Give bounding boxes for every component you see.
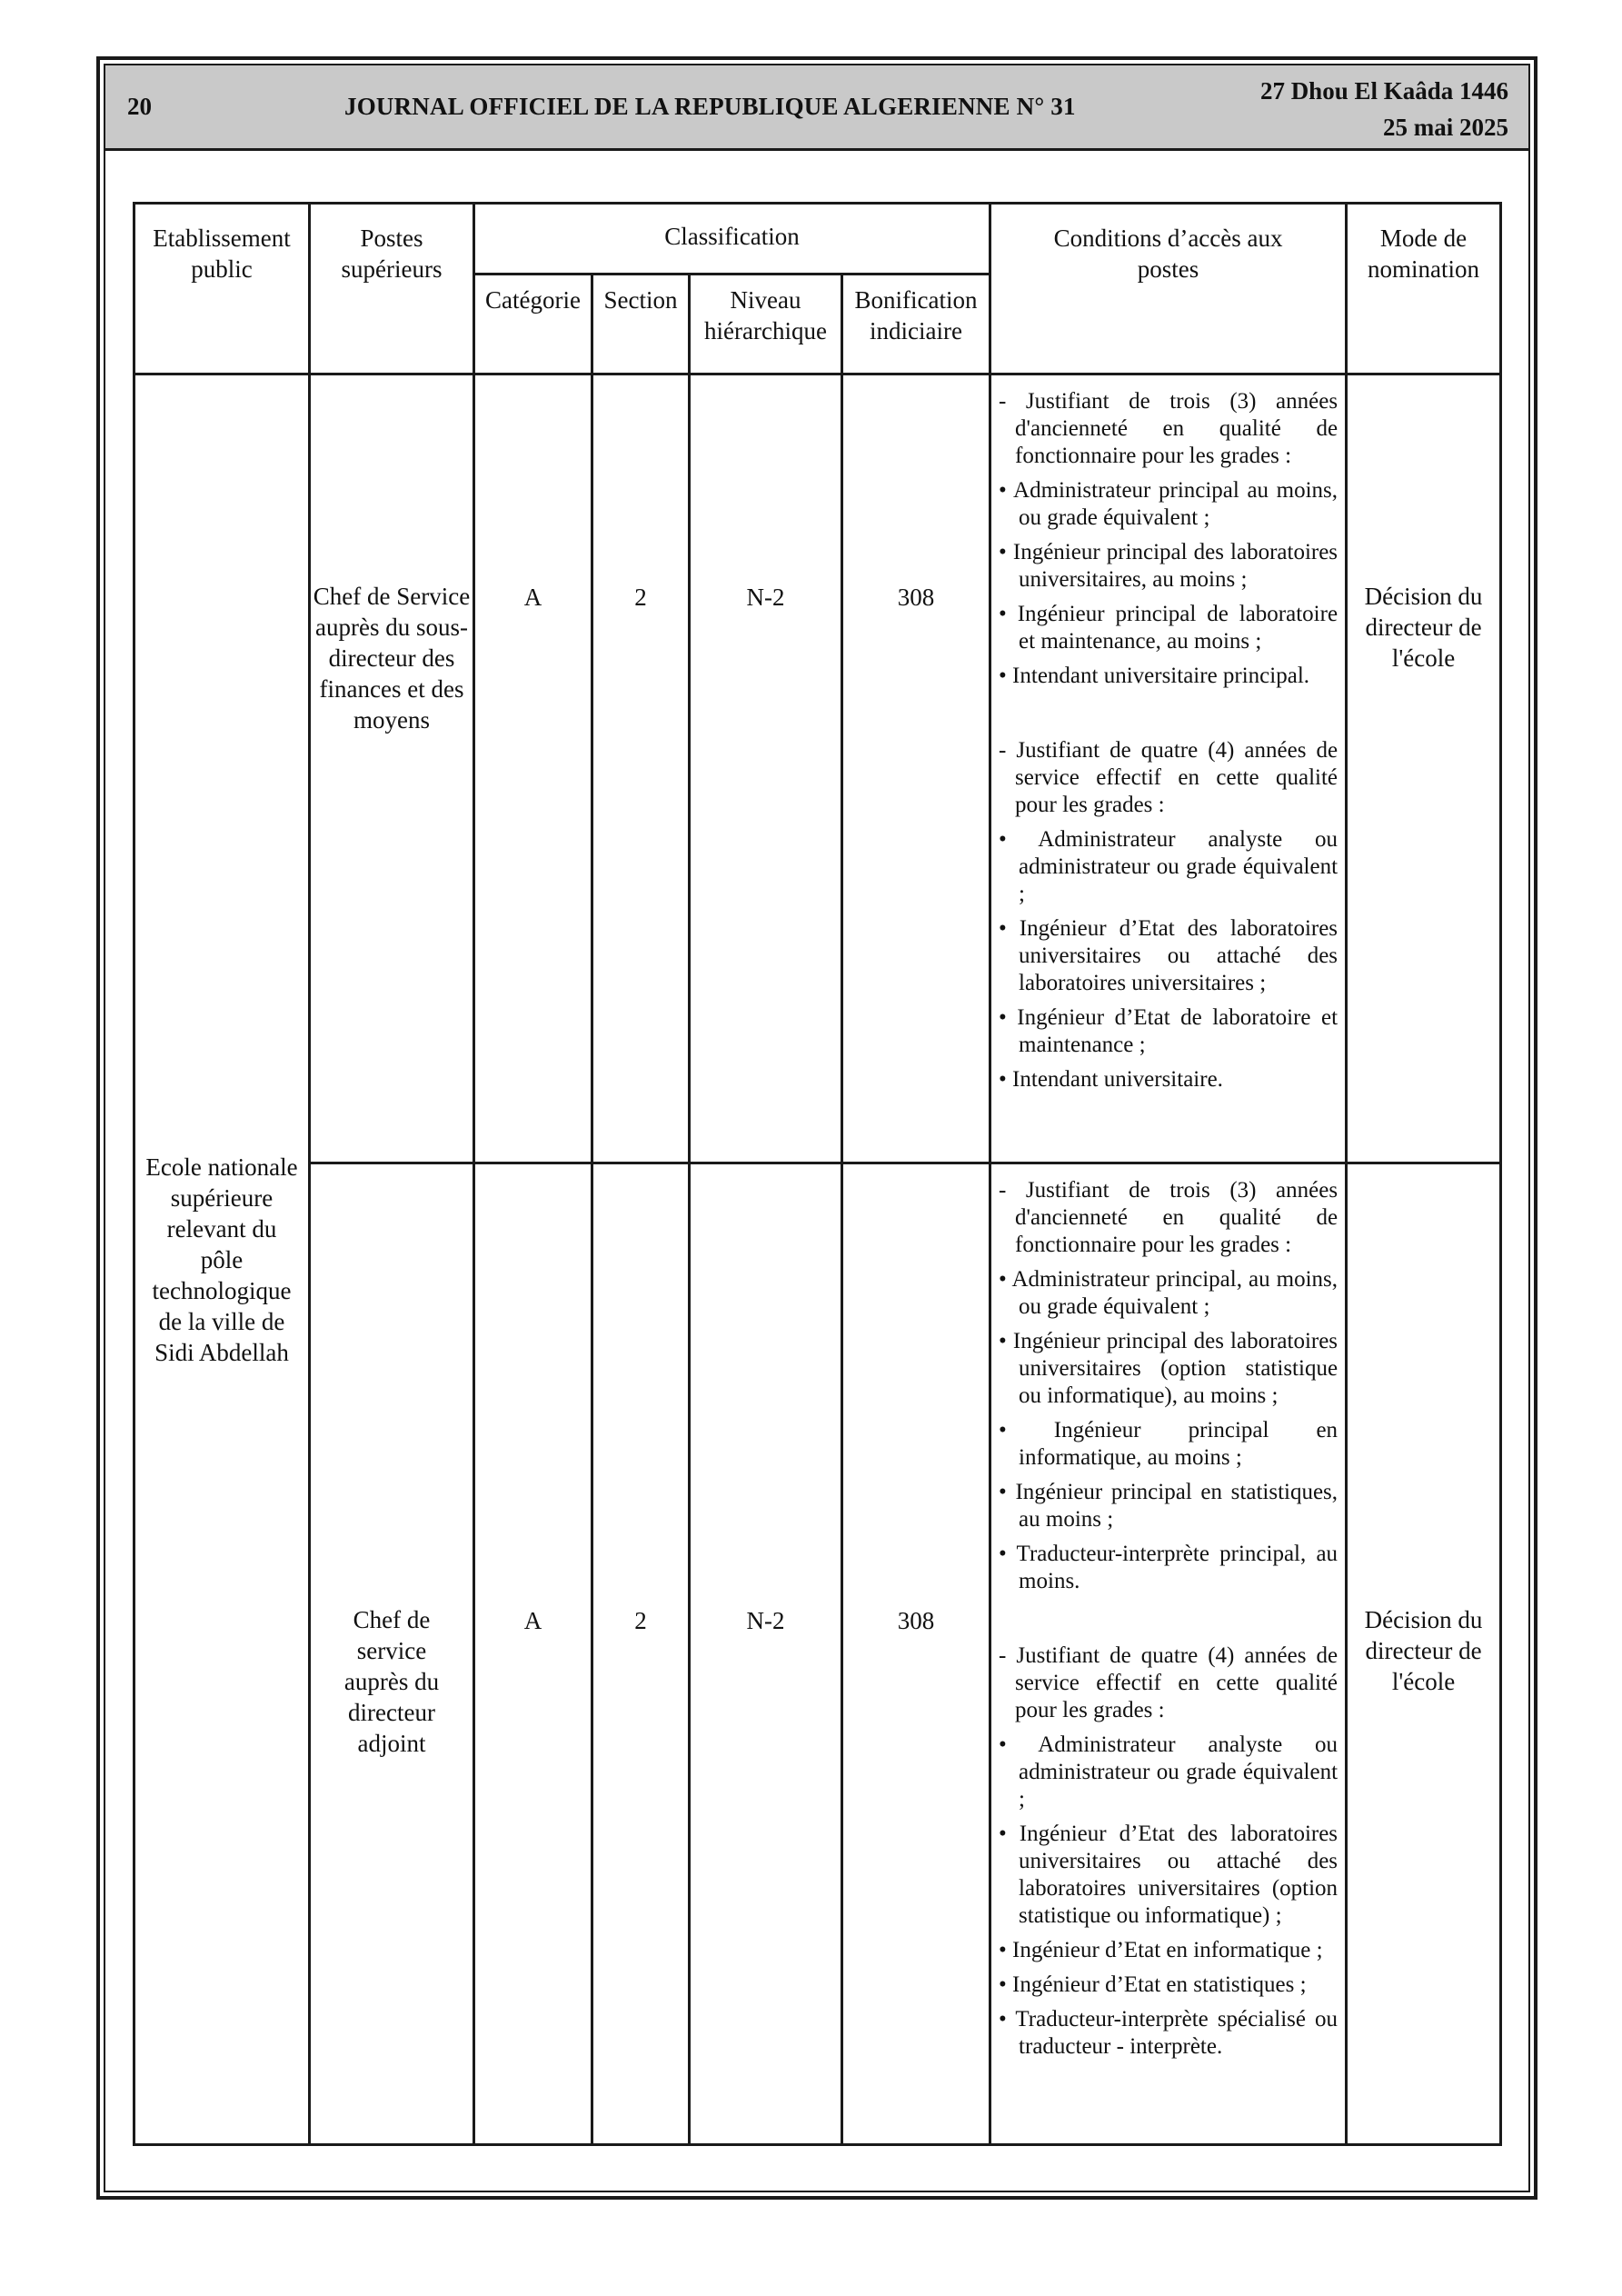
condition-item: • Intendant universitaire. [999,1067,1223,1092]
conditions-cell [990,374,1347,1163]
header-niveau [690,275,842,374]
header-niveau-text: Niveau hiérarchique [704,286,827,344]
condition-item: • Ingénieur principal de laboratoire et maintenance, au moins ; [999,602,1338,654]
journal-title: JOURNAL OFFICIEL DE LA REPUBLIQUE ALGERIENNE N° 31 [344,93,1076,120]
header-etablissement-text: Etablissement public [153,225,291,283]
header-postes [310,204,474,374]
poste-text: Chef de service auprès du directeur adjoint [343,1606,440,1757]
header-mode [1347,204,1501,374]
poste-cell [310,374,474,1163]
condition-item: • Ingénieur d’Etat en informatique ; [999,1938,1323,1962]
poste-cell [310,1163,474,2145]
bonification-cell: 308 [842,1163,990,2145]
table-row [134,374,1501,1163]
condition-item: • Ingénieur principal des laboratoires universitaires (option statistique ou informatique), au moins ; [999,1329,1338,1408]
etablissement-cell [134,374,310,2145]
date-hijri: 27 Dhou El Kaâda 1446 [1259,77,1508,105]
positions-table [133,202,1502,2146]
condition-item: • Ingénieur principal en statistiques, au moins ; [999,1480,1338,1532]
condition-item: • Ingénieur d’Etat des laboratoires universitaires ou attaché des laboratoires universitaires (option statistique ou informatique) ; [999,1822,1338,1928]
header-bonification [842,275,990,374]
page-number: 20 [127,93,152,120]
mode-text: Décision du directeur de l'école [1364,1606,1483,1695]
header-etablissement [134,204,310,374]
section-cell: 2 [592,1163,690,2145]
header-conditions-text: Conditions d’accès aux postes [1053,225,1283,283]
condition-intro: - Justifiant de trois (3) années d'ancienneté en qualité de fonctionnaire pour les grades : [999,389,1338,468]
header-categorie: Catégorie [474,275,592,374]
page-header [105,65,1528,151]
condition-item: • Ingénieur d’Etat des laboratoires universitaires ou attaché des laboratoires universitaires ; [999,916,1338,995]
condition-item: • Ingénieur d’Etat en statistiques ; [999,1972,1307,1997]
mode-cell [1347,1163,1501,2145]
condition-item: • Traducteur-interprète spécialisé ou traducteur - interprète. [999,2007,1338,2059]
conditions-cell [990,1163,1347,2145]
mode-cell [1347,374,1501,1163]
condition-item: • Traducteur-interprète principal, au moins. [999,1542,1338,1593]
condition-item: • Ingénieur d’Etat de laboratoire et maintenance ; [999,1005,1338,1057]
condition-item: • Intendant universitaire principal. [999,664,1310,688]
header-classification: Classification [474,204,990,275]
niveau-cell: N-2 [690,1163,842,2145]
table-row [134,1163,1501,2145]
condition-item: • Administrateur principal au moins, ou grade équivalent ; [999,478,1338,530]
header-section: Section [592,275,690,374]
mode-text: Décision du directeur de l'école [1364,583,1483,672]
header-bonification-text: Bonification indiciaire [854,286,978,344]
condition-intro: - Justifiant de quatre (4) années de service effectif en cette qualité pour les grades : [999,1643,1338,1722]
header-date [1260,73,1508,145]
poste-text: Chef de Service auprès du sous-directeur des finances et des moyens [313,583,471,734]
categorie-cell: A [474,1163,592,2145]
bonification-cell: 308 [842,374,990,1163]
condition-item: • Administrateur analyste ou administrateur ou grade équivalent ; [999,1732,1338,1812]
header-conditions [990,204,1347,374]
categorie-cell: A [474,374,592,1163]
header-mode-text: Mode de nomination [1368,225,1480,283]
condition-item: • Ingénieur principal des laboratoires universitaires, au moins ; [999,540,1338,592]
niveau-cell: N-2 [690,374,842,1163]
date-gregorian: 25 mai 2025 [1383,114,1508,141]
condition-item: • Administrateur principal, au moins, ou grade équivalent ; [999,1267,1338,1319]
condition-item: • Ingénieur principal en informatique, au moins ; [999,1418,1338,1470]
condition-item: • Administrateur analyste ou administrateur ou grade équivalent ; [999,827,1338,906]
header-postes-text: Postes supérieurs [341,225,443,283]
etablissement-text: Ecole nationale supérieure relevant du pôle technologique de la ville de Sidi Abdellah [145,1153,298,1366]
section-cell: 2 [592,374,690,1163]
condition-intro: - Justifiant de quatre (4) années de service effectif en cette qualité pour les grades : [999,738,1338,817]
condition-intro: - Justifiant de trois (3) années d'ancienneté en qualité de fonctionnaire pour les grades : [999,1178,1338,1257]
